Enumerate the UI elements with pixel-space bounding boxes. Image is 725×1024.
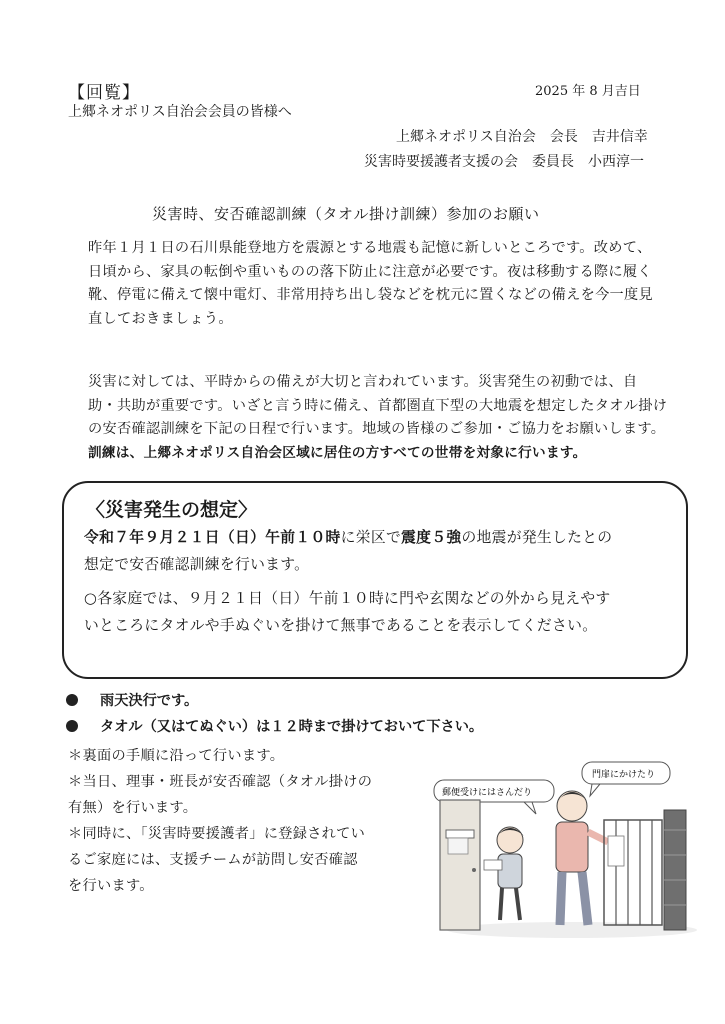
paragraph-line: 靴、停電に備えて懐中電灯、非常用持ち出し袋などを枕元に置くなどの備えを今一度見 [88, 287, 654, 303]
paragraph-drill-notice [88, 371, 668, 465]
scenario-line: 想定で安否確認訓練を行います。 [84, 556, 310, 573]
adult-figure-icon [556, 791, 608, 925]
sender-chairman: 上郷ネオポリス自治会 会長 吉井信幸 [396, 129, 648, 145]
scenario-instruction [84, 585, 684, 639]
issue-date: 2025 年 8 月吉日 [535, 84, 641, 99]
note-line: 有無）を行います。 [68, 800, 198, 816]
bullet-dot-icon [66, 720, 78, 732]
scenario-line: ○各家庭では、９月２１日（日）午前１０時に門や玄関などの外から見えやす [84, 590, 611, 607]
scenario-line: いところにタオルや手ぬぐいを掛けて無事であることを表示してください。 [84, 617, 598, 634]
bullet-dot-icon [66, 694, 78, 706]
notes-list [68, 743, 372, 899]
bullet-text: タオル（又はてぬぐい）は１２時まで掛けておいて下さい。 [100, 719, 484, 735]
towel-hanging-illustration [432, 760, 698, 940]
scenario-heading: 〈災害発生の想定〉 [86, 499, 258, 521]
note-line: るご家庭には、支援チームが訪問し安否確認 [68, 852, 358, 868]
bullet-towel-time [66, 716, 483, 736]
paragraph-line: 直しておきましょう。 [88, 310, 233, 327]
bubble-right-text: 門扉にかけたり [592, 770, 656, 780]
paragraph-line: 災害に対しては、平時からの備えが大切と言われています。災害発生の初動では、自 [88, 374, 638, 390]
note-line: を行います。 [68, 878, 154, 894]
target-households-note: 訓練は、上郷ネオポリス自治会区域に居住の方すべての世帯を対象に行います。 [88, 444, 587, 461]
scenario-description [84, 524, 684, 578]
paragraph-line: の安否確認訓練を下記の日程で行います。地域の皆様のご参加・ご協力をお願いします。 [88, 421, 666, 437]
scenario-datetime: 令和７年９月２１日（日）午前１０時 [84, 529, 341, 546]
scenario-location: に栄区で [340, 529, 402, 546]
gate-icon [604, 810, 686, 930]
bullet-text: 雨天決行です。 [100, 693, 199, 709]
front-door-icon [440, 800, 480, 930]
bubble-left-text: 郵便受けにはさんだり [442, 788, 533, 798]
child-figure-icon [484, 827, 524, 920]
note-line: ＊裏面の手順に沿って行います。 [68, 748, 285, 764]
scenario-line [84, 524, 684, 551]
sender-committee: 災害時要援護者支援の会 委員長 小西淳一 [364, 154, 644, 170]
note-line: ＊同時に、「災害時要援護者」に登録されてい [68, 826, 366, 842]
note-line: ＊当日、理事・班長が安否確認（タオル掛けの [68, 774, 373, 790]
addressee: 上郷ネオポリス自治会会員の皆様へ [68, 104, 292, 120]
paragraph-line: 昨年１月１日の石川県能登地方を震源とする地震も記憶に新しいところです。改めて、 [88, 240, 652, 256]
document-title: 災害時、安否確認訓練（タオル掛け訓練）参加のお願い [152, 205, 540, 223]
paragraph-line: 助・共助が重要です。いざと言う時に備え、首都圏直下型の大地震を想定したタオル掛け [88, 397, 668, 414]
paragraph-preparedness [88, 237, 654, 331]
speech-bubble-right [582, 762, 670, 796]
circular-label: 【回覧】 [68, 83, 140, 103]
scenario-line-end: の地震が発生したとの [461, 529, 613, 546]
paragraph-line: 日頃から、家具の転倒や重いものの落下防止に注意が必要です。夜は移動する際に履く [88, 263, 652, 280]
bullet-rain [66, 690, 198, 710]
scenario-intensity: 震度５強 [401, 529, 462, 546]
